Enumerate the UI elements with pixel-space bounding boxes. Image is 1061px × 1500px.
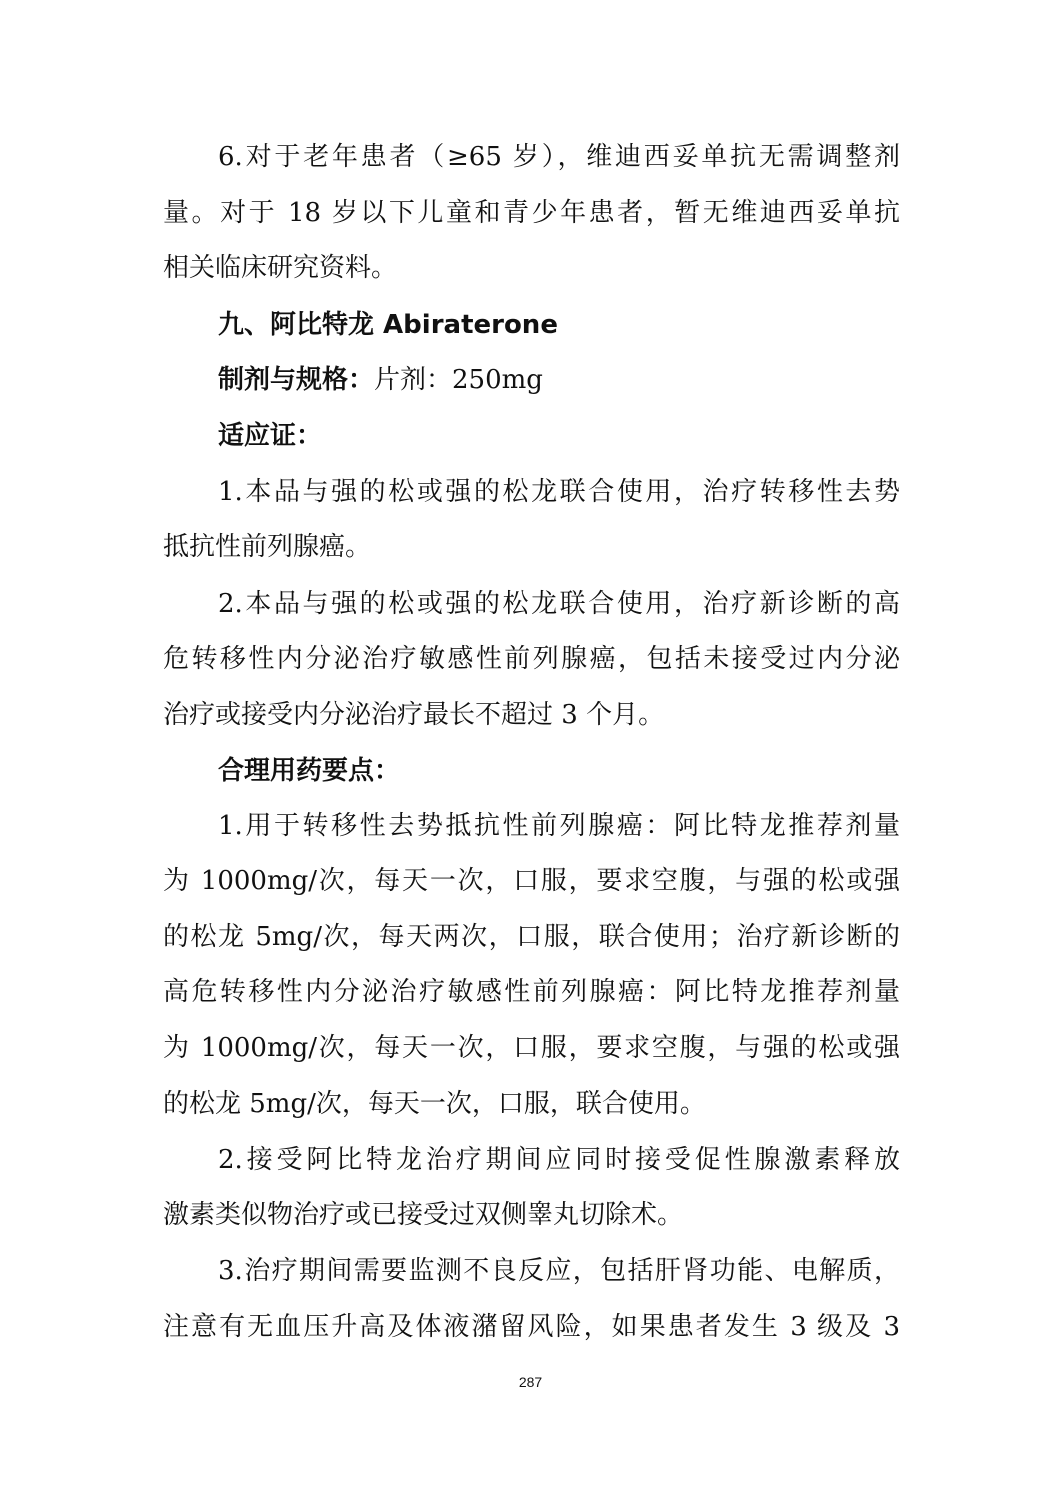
paragraph-line: 相关临床研究资料。 bbox=[163, 253, 398, 283]
formulation-line bbox=[218, 363, 900, 397]
paragraph-line: 激素类似物治疗或已接受过双侧睾丸切除术。 bbox=[163, 1200, 684, 1230]
paragraph-line: 2.本品与强的松或强的松龙联合使用，治疗新诊断的高 bbox=[218, 589, 900, 619]
paragraph-line: 危转移性内分泌治疗敏感性前列腺癌，包括未接受过内分泌 bbox=[163, 644, 900, 674]
paragraph-line: 1.用于转移性去势抵抗性前列腺癌：阿比特龙推荐剂量 bbox=[218, 811, 900, 841]
paragraph-line: 的松龙 5mg/次，每天两次，口服，联合使用；治疗新诊断的 bbox=[163, 922, 900, 952]
formulation-label: 制剂与规格： bbox=[218, 365, 375, 395]
paragraph-line: 量。对于 18 岁以下儿童和青少年患者，暂无维迪西妥单抗 bbox=[163, 198, 900, 228]
page-number: 287 bbox=[518, 1374, 543, 1390]
paragraph-line: 的松龙 5mg/次，每天一次，口服，联合使用。 bbox=[163, 1089, 706, 1119]
paragraph-line: 治疗或接受内分泌治疗最长不超过 3 个月。 bbox=[163, 700, 665, 730]
paragraph-line: 3.治疗期间需要监测不良反应，包括肝肾功能、电解质， bbox=[218, 1256, 900, 1286]
paragraph-line: 抵抗性前列腺癌。 bbox=[163, 532, 372, 562]
paragraph-line: 注意有无血压升高及体液潴留风险，如果患者发生 3 级及 3 bbox=[163, 1312, 900, 1342]
paragraph-line: 为 1000mg/次，每天一次，口服，要求空腹，与强的松或强 bbox=[163, 866, 900, 896]
paragraph-line: 为 1000mg/次，每天一次，口服，要求空腹，与强的松或强 bbox=[163, 1033, 900, 1063]
indications-heading: 适应证： bbox=[218, 421, 323, 451]
paragraph-line: 高危转移性内分泌治疗敏感性前列腺癌：阿比特龙推荐剂量 bbox=[163, 977, 900, 1007]
section-heading: 九、阿比特龙 Abiraterone bbox=[218, 310, 558, 340]
paragraph-line: 6.对于老年患者（≥65 岁），维迪西妥单抗无需调整剂 bbox=[218, 142, 900, 172]
paragraph-line: 2.接受阿比特龙治疗期间应同时接受促性腺激素释放 bbox=[218, 1145, 900, 1175]
usage-points-heading: 合理用药要点： bbox=[218, 756, 401, 786]
paragraph-line: 1.本品与强的松或强的松龙联合使用，治疗转移性去势 bbox=[218, 477, 900, 507]
formulation-value: 片剂：250mg bbox=[374, 365, 543, 395]
